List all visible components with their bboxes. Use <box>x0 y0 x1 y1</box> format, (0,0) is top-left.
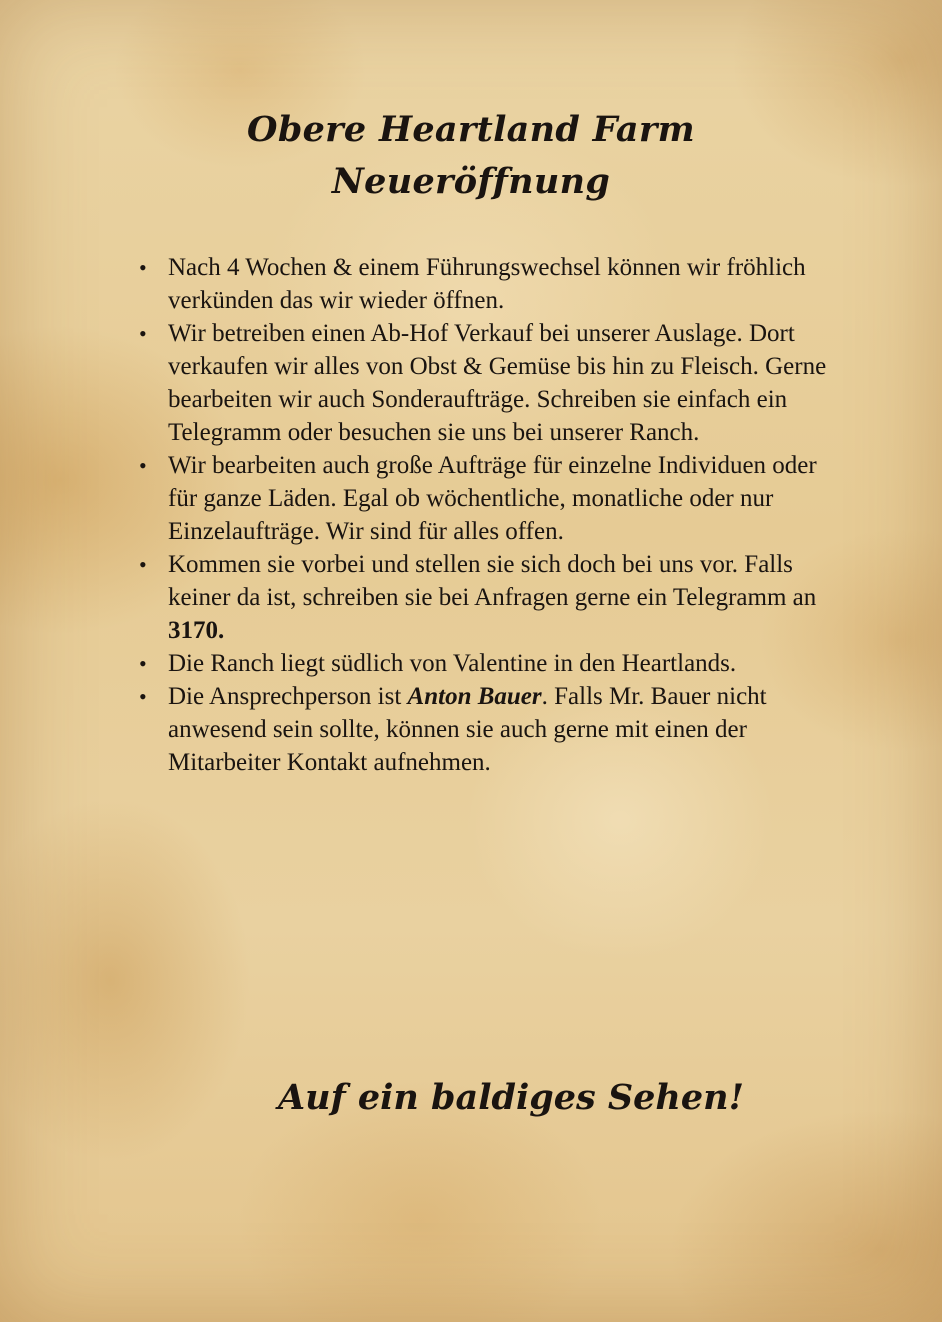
item-text: Wir betreiben einen Ab-Hof Verkauf bei unserer Auslage. Dort verkaufen wir alles von Obst & Gemüse bis hin zu Fleisch. Gerne bearbeiten wir auch Sonderaufträge. Schreiben sie einfach ein Telegramm oder besuchen sie uns bei unserer Ranch. <box>168 320 827 446</box>
bullet-icon: • <box>139 651 147 676</box>
item-text: Kommen sie vorbei und stellen sie sich doch bei uns vor. Falls keiner da ist, schreiben sie bei Anfragen gerne ein Telegramm an <box>168 551 817 611</box>
list-item <box>135 317 835 449</box>
page-title <box>0 104 942 208</box>
list-item <box>135 449 835 548</box>
bullet-icon: • <box>139 453 147 478</box>
item-text: Die Ranch liegt südlich von Valentine in den Heartlands. <box>168 650 737 677</box>
item-text-before: Die Ansprechperson ist <box>168 683 408 710</box>
contact-person-name: Anton Bauer <box>407 683 542 710</box>
item-text: Nach 4 Wochen & einem Führungswechsel können wir fröhlich verkünden das wir wieder öffnen. <box>168 254 806 314</box>
title-line-1: Obere Heartland Farm <box>247 109 695 150</box>
telegram-number: 3170. <box>168 617 225 644</box>
bullet-icon: • <box>139 684 147 709</box>
list-item <box>135 251 835 317</box>
list-item <box>135 548 835 647</box>
item-text-after: . Falls Mr. Bauer nicht anwesend sein sollte, können sie auch gerne mit einen der Mitarbeiter Kontakt aufnehmen. <box>168 683 767 776</box>
list-item <box>135 647 835 680</box>
info-list <box>135 251 835 779</box>
item-text: Wir bearbeiten auch große Aufträge für einzelne Individuen oder für ganze Läden. Egal ob wöchentliche, monatliche oder nur Einzelaufträge. Wir sind für alles offen. <box>168 452 817 545</box>
bullet-icon: • <box>139 255 147 280</box>
title-line-2: Neueröffnung <box>331 161 611 202</box>
closing-line: Auf ein baldiges Sehen! <box>278 1077 744 1118</box>
bullet-icon: • <box>139 552 147 577</box>
bullet-icon: • <box>139 321 147 346</box>
list-item <box>135 680 835 779</box>
